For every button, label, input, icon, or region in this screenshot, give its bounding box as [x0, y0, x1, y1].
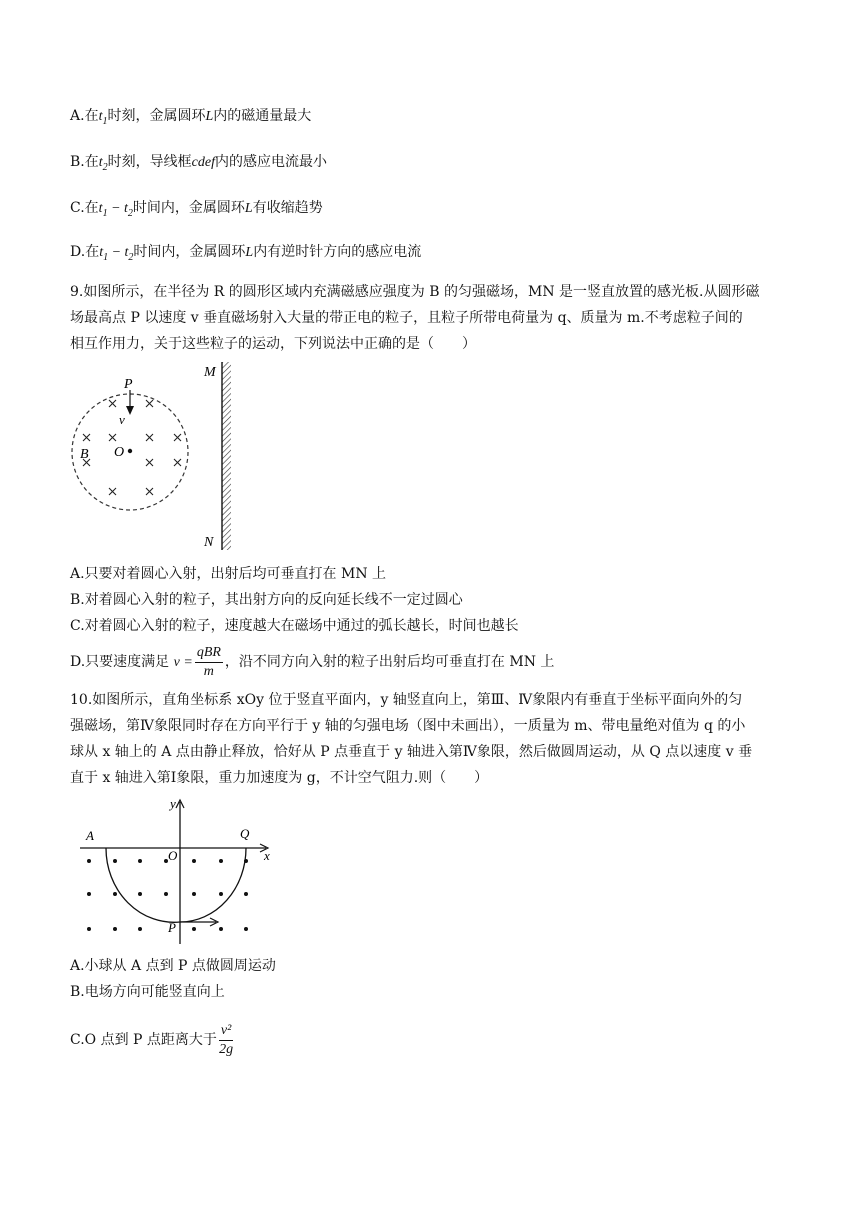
svg-text:O: O	[114, 445, 125, 460]
svg-text:P: P	[168, 920, 176, 935]
q8-option-a: A.在$t_1$时刻，金属圆环L内的磁通量最大	[70, 108, 312, 127]
q10-option-b: B.电场方向可能竖直向上	[70, 984, 225, 1000]
q9-stem-line-2: 场最高点 P 以速度 v 垂直磁场射入大量的带正电的粒子，且粒子所带电荷量为 q、质量为 m.不考虑粒子间的	[70, 310, 743, 326]
center-point	[128, 449, 132, 453]
svg-text:x: x	[264, 848, 270, 863]
t1-symbol: $t_1$	[98, 109, 108, 127]
distance-fraction: $\frac{\text{v²}}{2g}$	[219, 1022, 234, 1057]
q10-option-c: C.O 点到 P 点距离大于 $\frac{\text{v²}}{2g}$	[70, 1022, 234, 1057]
q8-option-b: B.在$t_2$时刻，导线框cdef内的感应电流最小	[70, 154, 327, 173]
svg-text:B: B	[80, 447, 89, 462]
t2-symbol: $t_2$	[98, 155, 108, 173]
svg-text:P: P	[124, 377, 133, 392]
svg-text:v: v	[119, 412, 125, 427]
q9-option-a: A.只要对着圆心入射，出射后均可垂直打在 MN 上	[70, 566, 387, 582]
q10-stem-line-3: 球从 x 轴上的 A 点由静止释放，恰好从 P 点垂直于 y 轴进入第Ⅳ象限，然后做圆周运动，从 Q 点以速度 v 垂	[70, 744, 753, 760]
t1-t2-range: $t_1 - t_2$	[99, 245, 134, 263]
q9-option-d: D.只要速度满足 v = $\frac{\text{qBR}}{m}$ ，沿不同方向入射的粒子出射后均可垂直打在 MN 上	[70, 644, 555, 679]
q8-option-d: D.在$t_1 - t_2$时间内，金属圆环L内有逆时针方向的感应电流	[70, 244, 422, 263]
svg-text:N: N	[204, 535, 214, 550]
svg-text:y: y	[170, 796, 176, 811]
q9-stem-line-1: 9.如图所示，在半径为 R 的圆形区域内充满磁感应强度为 B 的匀强磁场，MN 是一竖直放置的感光板.从圆形磁	[70, 284, 760, 300]
svg-text:A: A	[86, 828, 94, 843]
q10-figure	[76, 794, 280, 950]
q10-stem-line-2: 强磁场，第Ⅳ象限同时存在方向平行于 y 轴的匀强电场（图中未画出），一质量为 m、带电量绝对值为 q 的小	[70, 718, 746, 734]
q9-stem-line-3: 相互作用力，关于这些粒子的运动，下列说法中正确的是（ ）	[70, 336, 476, 352]
q10-option-a: A.小球从 A 点到 P 点做圆周运动	[70, 958, 276, 974]
velocity-fraction: $\frac{\text{qBR}}{m}$	[196, 644, 221, 679]
svg-text:Q: Q	[240, 826, 250, 841]
t1-t2-range: $t_1 - t_2$	[98, 201, 133, 219]
q10-stem-line-1: 10.如图所示，直角坐标系 xOy 位于竖直平面内，y 轴竖直向上，第Ⅲ、Ⅳ象限内有垂直于坐标平面向外的匀	[70, 692, 743, 708]
q9-figure	[66, 360, 246, 552]
q9-option-c: C.对着圆心入射的粒子，速度越大在磁场中通过的弧长越长，时间也越长	[70, 618, 519, 634]
q8-option-c: C.在$t_1 - t_2$时间内，金属圆环L有收缩趋势	[70, 200, 323, 219]
q9-option-b: B.对着圆心入射的粒子，其出射方向的反向延长线不一定过圆心	[70, 592, 463, 608]
svg-text:M: M	[204, 365, 216, 380]
svg-text:O: O	[168, 848, 178, 863]
q10-stem-line-4: 直于 x 轴进入第Ⅰ象限，重力加速度为 g，不计空气阻力.则（ ）	[70, 770, 489, 786]
field-crosses	[83, 400, 181, 495]
